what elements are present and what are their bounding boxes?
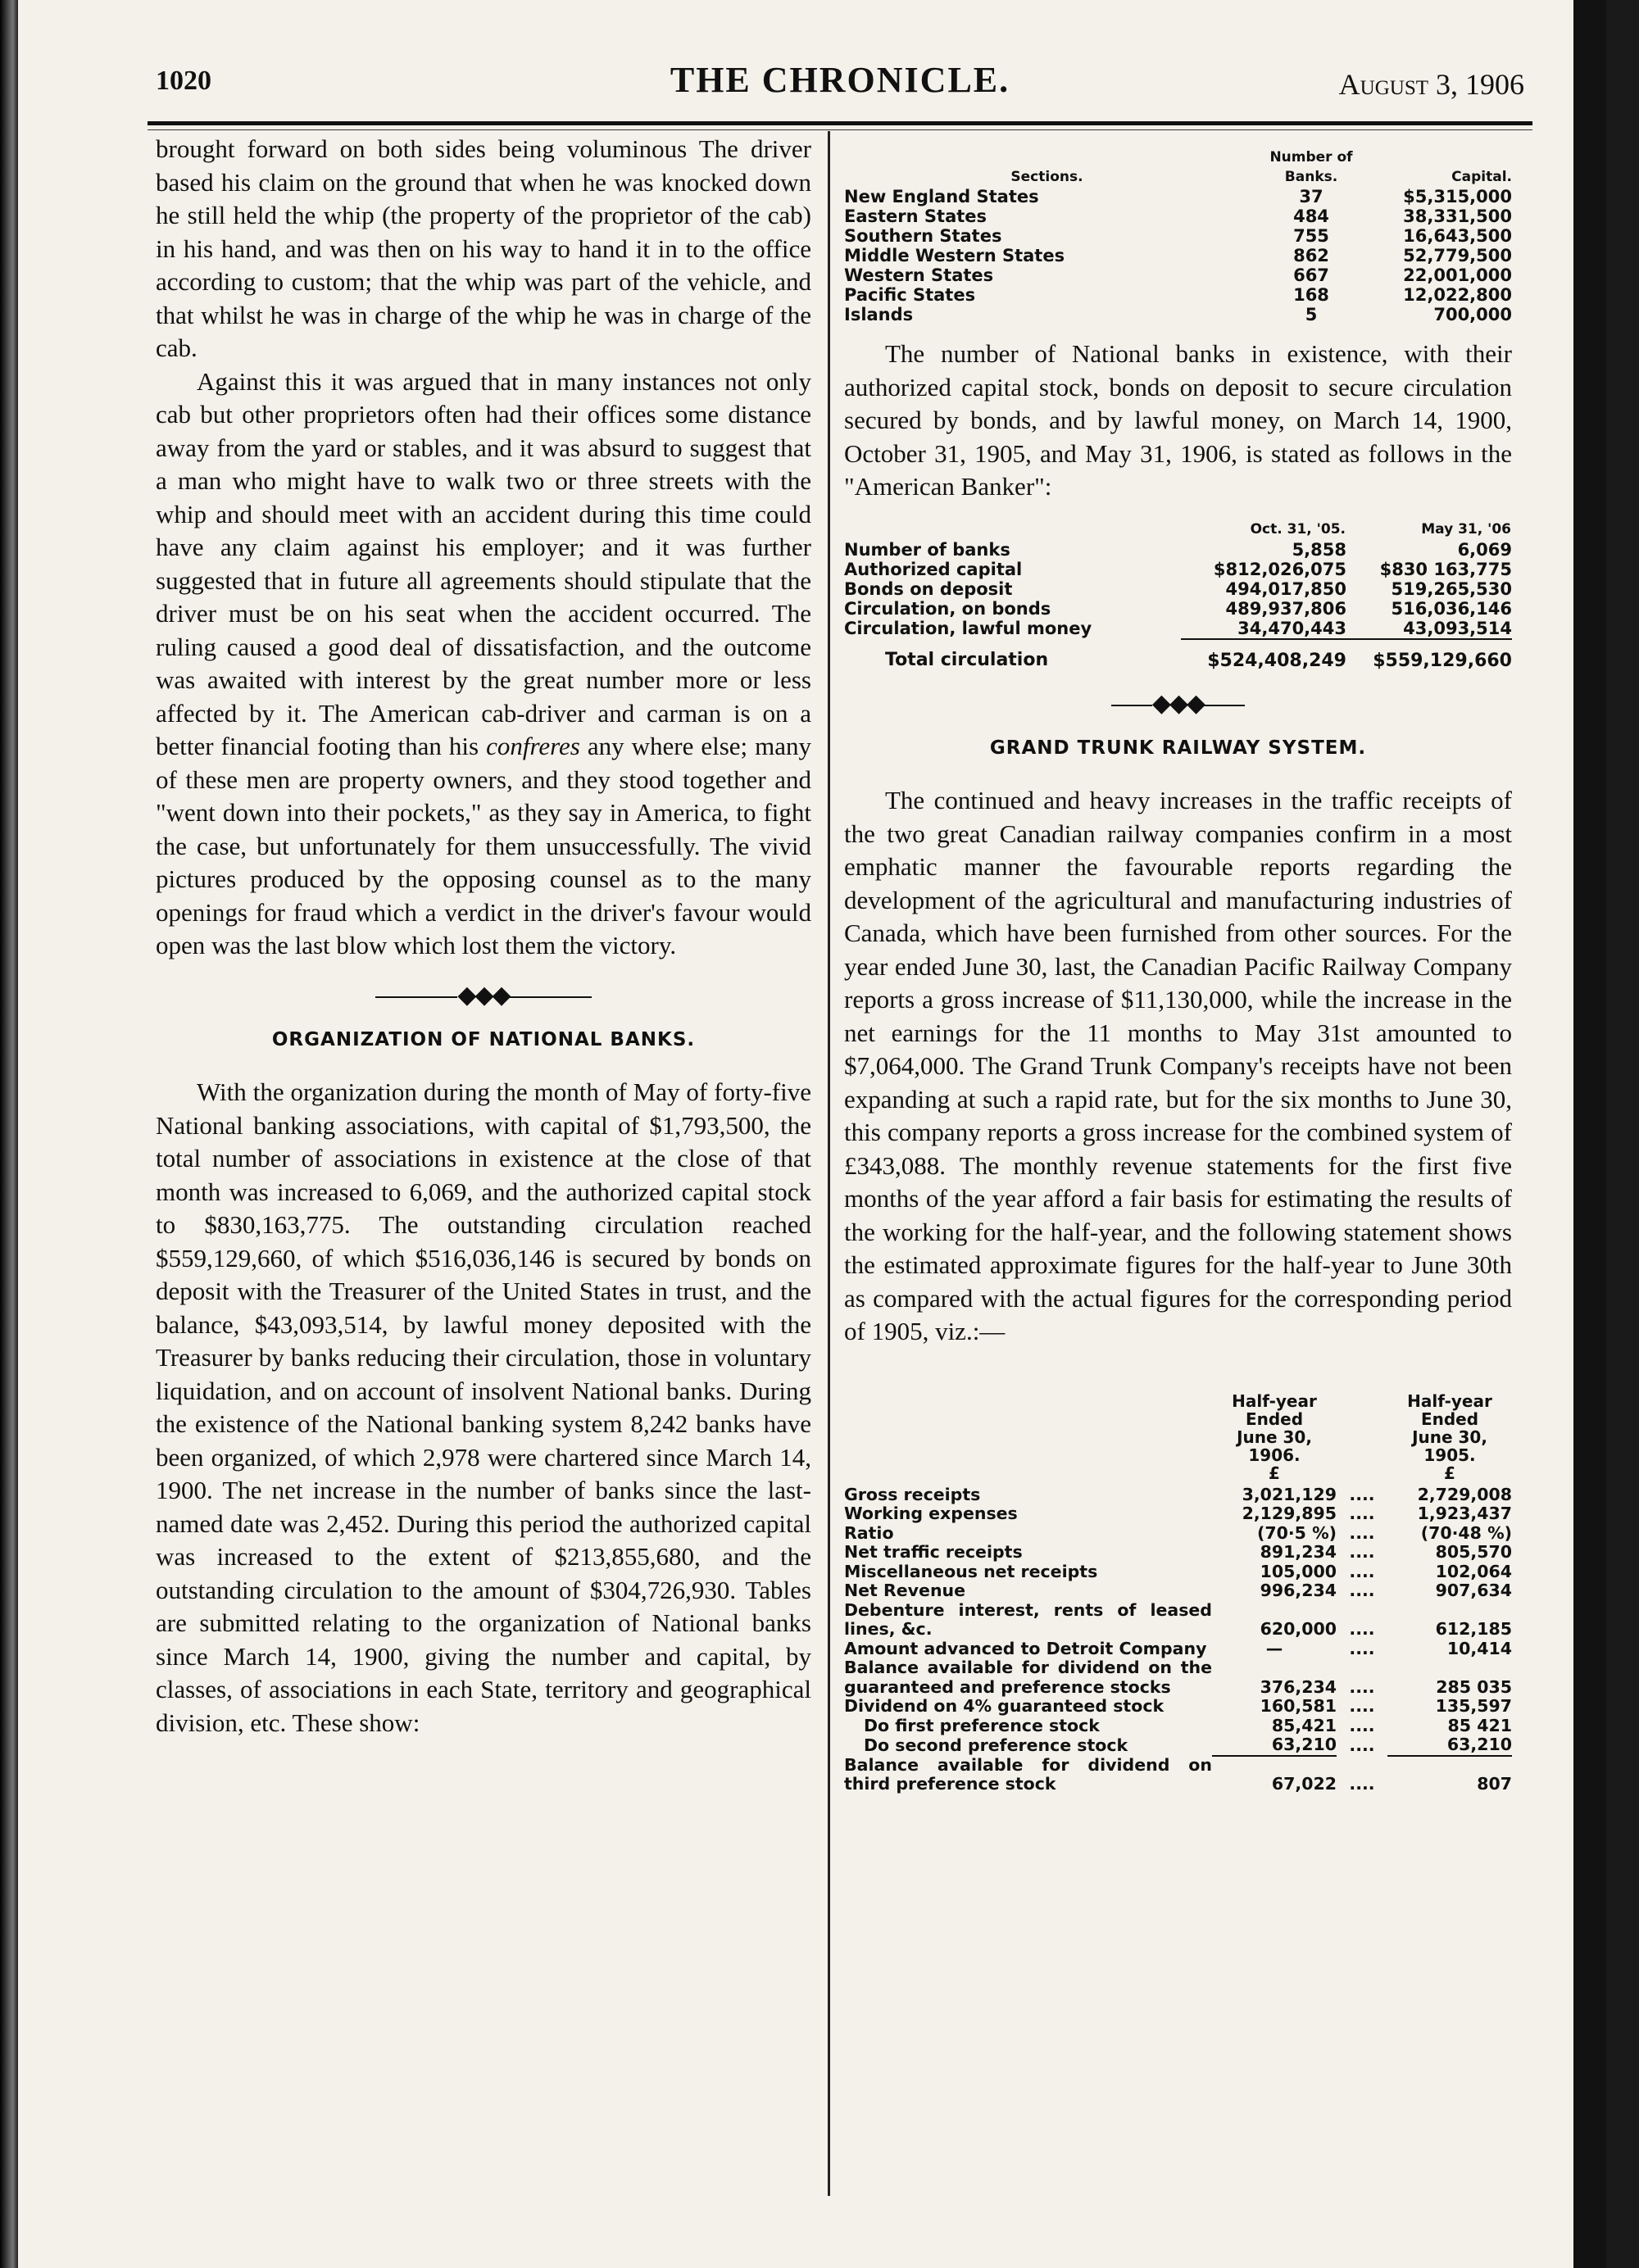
table-row: Bonds on deposit 494,017,850 519,265,530: [844, 578, 1512, 599]
article-paragraph: The continued and heavy increases in the traffic receipts of the two great Canadian railway companies confirm in a most emphatic manner the favourable reports regarding the development of the agricultural and manufacturing industries of Canada, which have been furnished from other sources. For the year ended June 30, last, the Canadian Pacific Railway Company reports a gross increase of $11,130,000, while the increase in the net earnings for the 11 months to May 31st amounted to $7,064,000. The Grand Trunk Company's receipts have not been expanding at such a rapid rate, but for the six months to June 30, this company reports a gross increase for the combined system of £343,088. The monthly revenue statements for the first five months of the year afford a fair basis for estimating the results of the working for the half-year, and the following statement shows the estimated approximate figures for the half-year to June 30th as compared with the actual figures for the corresponding period of 1905, viz.:—: [844, 786, 1512, 1345]
page-edge-shadow: [1573, 0, 1606, 2268]
table-row: New England States 37 $5,315,000: [844, 187, 1512, 206]
table-header: May 31, '06: [1421, 520, 1511, 538]
book-binding: [0, 0, 18, 2268]
section-ornament: ◆◆◆: [844, 687, 1512, 720]
table-row: Southern States 755 16,643,500: [844, 226, 1512, 246]
table-row: Pacific States 168 12,022,800: [844, 285, 1512, 305]
table-row: Western States 667 22,001,000: [844, 265, 1512, 285]
table-total-row: Total circulation $524,408,249 $559,129,660: [885, 650, 1512, 671]
article-paragraph: The number of National banks in existence, with their authorized capital stock, bonds on deposit to secure circulation secured by bonds, and by lawful money, on March 14, 1900, October 31, 1905, and May 31, 1906, is stated as follows in the "American Banker":: [844, 339, 1512, 501]
table-row: Dividend on 4% guaranteed stock 160,581 .... 135,597: [844, 1696, 1512, 1716]
table-row: Debenture interest, rents of leased lines, &c. 620,000 .... 612,185: [844, 1599, 1512, 1639]
table-header: Oct. 31, '05.: [1250, 520, 1346, 538]
table-row: Ratio (70·5 %) .... (70·48 %): [844, 1522, 1512, 1543]
table-row: Miscellaneous net receipts 105,000 .... 102,064: [844, 1561, 1512, 1581]
page-number: 1020: [156, 66, 211, 96]
article-heading: GRAND TRUNK RAILWAY SYSTEM.: [989, 737, 1367, 759]
table-row: Middle Western States 862 52,779,500: [844, 246, 1512, 265]
table-row: Working expenses 2,129,895 .... 1,923,437: [844, 1504, 1512, 1523]
article-paragraph: With the organization during the month of May of forty-five National banking associations, with capital of $1,793,500, the total number of associations in existence at the close of that month was increased to 6,069, and the authorized capital stock to $830,163,775. The outstanding circulation reached $559,129,660, of which $516,036,146 is secured by bonds on deposit with the Treasurer of the United States in trust, and the balance, $43,093,514, by lawful money deposited with the Treasurer by banks reducing their circulation, those in voluntary liquidation, and on account of insolvent National banks. During the existence of the National banking system 8,242 banks have been organized, of which 2,978 were chartered since March 14, 1900. The net increase in the number of banks since the last-named date was 2,452. During this period the authorized capital was increased to the extent of $213,855,680, and the outstanding circulation to the amount of $304,726,930. Tables are submitted relating to the organization of National banks since March 14, 1900, giving the number and capital, by classes, of associations in each State, territory and geographical division, etc. These show:: [156, 1077, 811, 1737]
article-paragraph: Against this it was argued that in many instances not only cab but other proprietors often had their offices some distance away from the yard or stables, and it was absurd to suggest that a man who might have to walk two or three streets with the whip and should meet with an accident during this time could have any claim against his employer; and it was further suggested that in future all agreements should stipulate that the driver must be on his seat when the accident occurred. The ruling caused a good deal of dissatisfaction, and the outcome was awaited with interest by the great number more or less affected by it. The American cab-driver and carman is on a better financial footing than his confreres any where else; many of these men are property owners, and they stood together and "went down into their pockets," as they say in America, to fight the case, but unfortunately for them unsuccessfully. The vivid pictures produced by the opposing counsel as to the many openings for fraud which a verdict in the driver's favour would open was the last blow which lost them the victory.: [156, 366, 812, 959]
table-header: Half-year Ended June 30, 1906. £: [1232, 1390, 1317, 1483]
table-row: Do first preference stock 85,421 .... 85 421: [864, 1715, 1512, 1735]
table-row: Islands 5 700,000: [844, 305, 1512, 324]
page-header: [156, 57, 1524, 115]
right-column: [844, 147, 1512, 1794]
sections-table: [844, 147, 1512, 324]
national-banks-table: [844, 519, 1512, 671]
left-column: [156, 133, 811, 1740]
table-row: Gross receipts 3,021,129 .... 2,729,008: [844, 1484, 1512, 1504]
table-header: Half-year Ended June 30, 1905. £: [1407, 1390, 1492, 1483]
column-divider: [828, 131, 830, 2196]
table-row: Net traffic receipts 891,234 .... 805,570: [844, 1542, 1512, 1562]
table-row: Balance available for dividend on third preference stock 67,022 .... 807: [844, 1754, 1512, 1794]
issue-date: August 3, 1906: [1338, 68, 1524, 101]
article-heading: ORGANIZATION OF NATIONAL BANKS.: [271, 1028, 696, 1050]
table-row: Do second preference stock 63,210 .... 63,210: [864, 1735, 1512, 1755]
article-paragraph: brought forward on both sides being voluminous The driver based his claim on the ground that when he was knocked down he still held the whip (the property of the proprietor of the cab) in his hand, and was then on his way to hand it in to the office according to custom; that the whip was part of the vehicle, and that whilst he was in charge of the whip he was in charge of the cab.: [156, 134, 811, 362]
table-row: Net Revenue 996,234 .... 907,634: [844, 1581, 1512, 1600]
table-header: Number of Banks.: [1269, 149, 1353, 185]
journal-title: THE CHRONICLE.: [670, 60, 1010, 100]
header-rule: [148, 121, 1532, 125]
table-row: Authorized capital $812,026,075 $830 163,775: [844, 559, 1512, 579]
table-row: Circulation, on bonds 489,937,806 516,036,146: [844, 598, 1512, 619]
table-row: Balance available for dividend on the guaranteed and preference stocks 376,234 .... 285 035: [844, 1658, 1512, 1697]
table-row: Eastern States 484 38,331,500: [844, 206, 1512, 226]
half-year-table: [844, 1391, 1512, 1794]
table-row: Amount advanced to Detroit Company — .... 10,414: [844, 1638, 1512, 1658]
header-rule-thin: [148, 129, 1532, 130]
table-header: Capital.: [1451, 169, 1512, 185]
section-ornament: ◆◆◆: [156, 979, 811, 1012]
table-row: Number of banks 5,858 6,069: [844, 539, 1512, 560]
italic-word: confreres: [486, 732, 580, 760]
table-row: Circulation, lawful money 34,470,443 43,093,514: [844, 618, 1512, 638]
table-header: Sections.: [1010, 169, 1083, 185]
